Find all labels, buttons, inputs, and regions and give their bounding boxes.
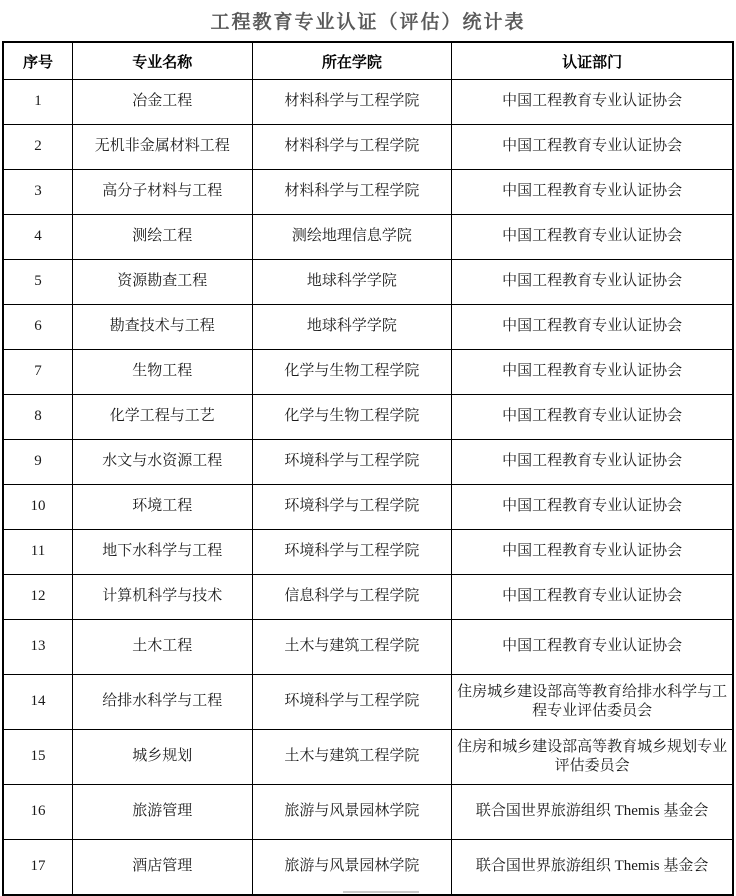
cell-department: 中国工程教育专业认证协会 [452, 170, 733, 215]
table-row [3, 485, 733, 530]
cell-number: 9 [3, 440, 73, 485]
table-row [3, 620, 733, 675]
cell-department: 中国工程教育专业认证协会 [452, 80, 733, 125]
cell-department: 中国工程教育专业认证协会 [452, 305, 733, 350]
cell-number: 15 [3, 730, 73, 785]
cell-major: 旅游管理 [73, 785, 252, 840]
cell-number: 17 [3, 840, 73, 895]
cell-department: 中国工程教育专业认证协会 [452, 620, 733, 675]
cell-college: 化学与生物工程学院 [252, 395, 452, 440]
cell-major: 环境工程 [73, 485, 252, 530]
cell-major: 酒店管理 [73, 840, 252, 895]
cell-department: 中国工程教育专业认证协会 [452, 575, 733, 620]
cell-college: 信息科学与工程学院 [252, 575, 452, 620]
cell-college: 材料科学与工程学院 [252, 80, 452, 125]
cell-major: 水文与水资源工程 [73, 440, 252, 485]
cell-department: 中国工程教育专业认证协会 [452, 350, 733, 395]
cell-college: 旅游与风景园林学院 [252, 840, 452, 895]
cell-major: 给排水科学与工程 [73, 675, 252, 730]
certification-table [2, 41, 734, 896]
header-cell-department: 认证部门 [452, 42, 733, 80]
cell-college: 土木与建筑工程学院 [252, 730, 452, 785]
cell-major: 化学工程与工艺 [73, 395, 252, 440]
cell-department: 中国工程教育专业认证协会 [452, 530, 733, 575]
cell-college: 旅游与风景园林学院 [252, 785, 452, 840]
table-row [3, 125, 733, 170]
cell-major: 测绘工程 [73, 215, 252, 260]
cell-department: 中国工程教育专业认证协会 [452, 440, 733, 485]
cell-department: 中国工程教育专业认证协会 [452, 485, 733, 530]
cell-number: 12 [3, 575, 73, 620]
cell-number: 16 [3, 785, 73, 840]
table-row [3, 170, 733, 215]
header-row [3, 42, 733, 80]
cell-major: 勘查技术与工程 [73, 305, 252, 350]
cell-number: 4 [3, 215, 73, 260]
cell-department: 中国工程教育专业认证协会 [452, 260, 733, 305]
cell-department: 联合国世界旅游组织 Themis 基金会 [452, 840, 733, 895]
table-row [3, 80, 733, 125]
header-cell-college: 所在学院 [252, 42, 452, 80]
page-title: 工程教育专业认证（评估）统计表 [210, 12, 526, 33]
cell-number: 1 [3, 80, 73, 125]
cell-college: 材料科学与工程学院 [252, 125, 452, 170]
cell-department: 中国工程教育专业认证协会 [452, 215, 733, 260]
cell-department: 联合国世界旅游组织 Themis 基金会 [452, 785, 733, 840]
cell-college: 环境科学与工程学院 [252, 440, 452, 485]
cell-college: 测绘地理信息学院 [252, 215, 452, 260]
table-row [3, 440, 733, 485]
table-row [3, 530, 733, 575]
cell-number: 7 [3, 350, 73, 395]
cell-college: 环境科学与工程学院 [252, 530, 452, 575]
cell-college: 土木与建筑工程学院 [252, 620, 452, 675]
cell-major: 生物工程 [73, 350, 252, 395]
cell-number: 2 [3, 125, 73, 170]
cell-college: 环境科学与工程学院 [252, 675, 452, 730]
cell-major: 高分子材料与工程 [73, 170, 252, 215]
table-row [3, 305, 733, 350]
cell-number: 13 [3, 620, 73, 675]
cell-number: 11 [3, 530, 73, 575]
table-row [3, 730, 733, 785]
page-edge-artifact [343, 891, 419, 893]
table-row [3, 575, 733, 620]
cell-college: 地球科学学院 [252, 260, 452, 305]
cell-major: 冶金工程 [73, 80, 252, 125]
cell-department: 中国工程教育专业认证协会 [452, 395, 733, 440]
table-row [3, 260, 733, 305]
cell-major: 资源勘查工程 [73, 260, 252, 305]
cell-major: 无机非金属材料工程 [73, 125, 252, 170]
table-row [3, 215, 733, 260]
cell-department: 住房城乡建设部高等教育给排水科学与工程专业评估委员会 [452, 675, 733, 730]
cell-major: 土木工程 [73, 620, 252, 675]
cell-college: 地球科学学院 [252, 305, 452, 350]
cell-major: 城乡规划 [73, 730, 252, 785]
table-row [3, 840, 733, 895]
table-row [3, 675, 733, 730]
cell-college: 材料科学与工程学院 [252, 170, 452, 215]
cell-number: 6 [3, 305, 73, 350]
cell-number: 5 [3, 260, 73, 305]
table-body [3, 80, 733, 895]
cell-department: 住房和城乡建设部高等教育城乡规划专业评估委员会 [452, 730, 733, 785]
cell-number: 14 [3, 675, 73, 730]
table-row [3, 785, 733, 840]
cell-number: 3 [3, 170, 73, 215]
cell-college: 化学与生物工程学院 [252, 350, 452, 395]
cell-college: 环境科学与工程学院 [252, 485, 452, 530]
cell-major: 计算机科学与技术 [73, 575, 252, 620]
header-cell-major: 专业名称 [73, 42, 252, 80]
cell-department: 中国工程教育专业认证协会 [452, 125, 733, 170]
cell-number: 10 [3, 485, 73, 530]
table-row [3, 395, 733, 440]
cell-major: 地下水科学与工程 [73, 530, 252, 575]
table-row [3, 350, 733, 395]
cell-number: 8 [3, 395, 73, 440]
header-cell-number: 序号 [3, 42, 73, 80]
